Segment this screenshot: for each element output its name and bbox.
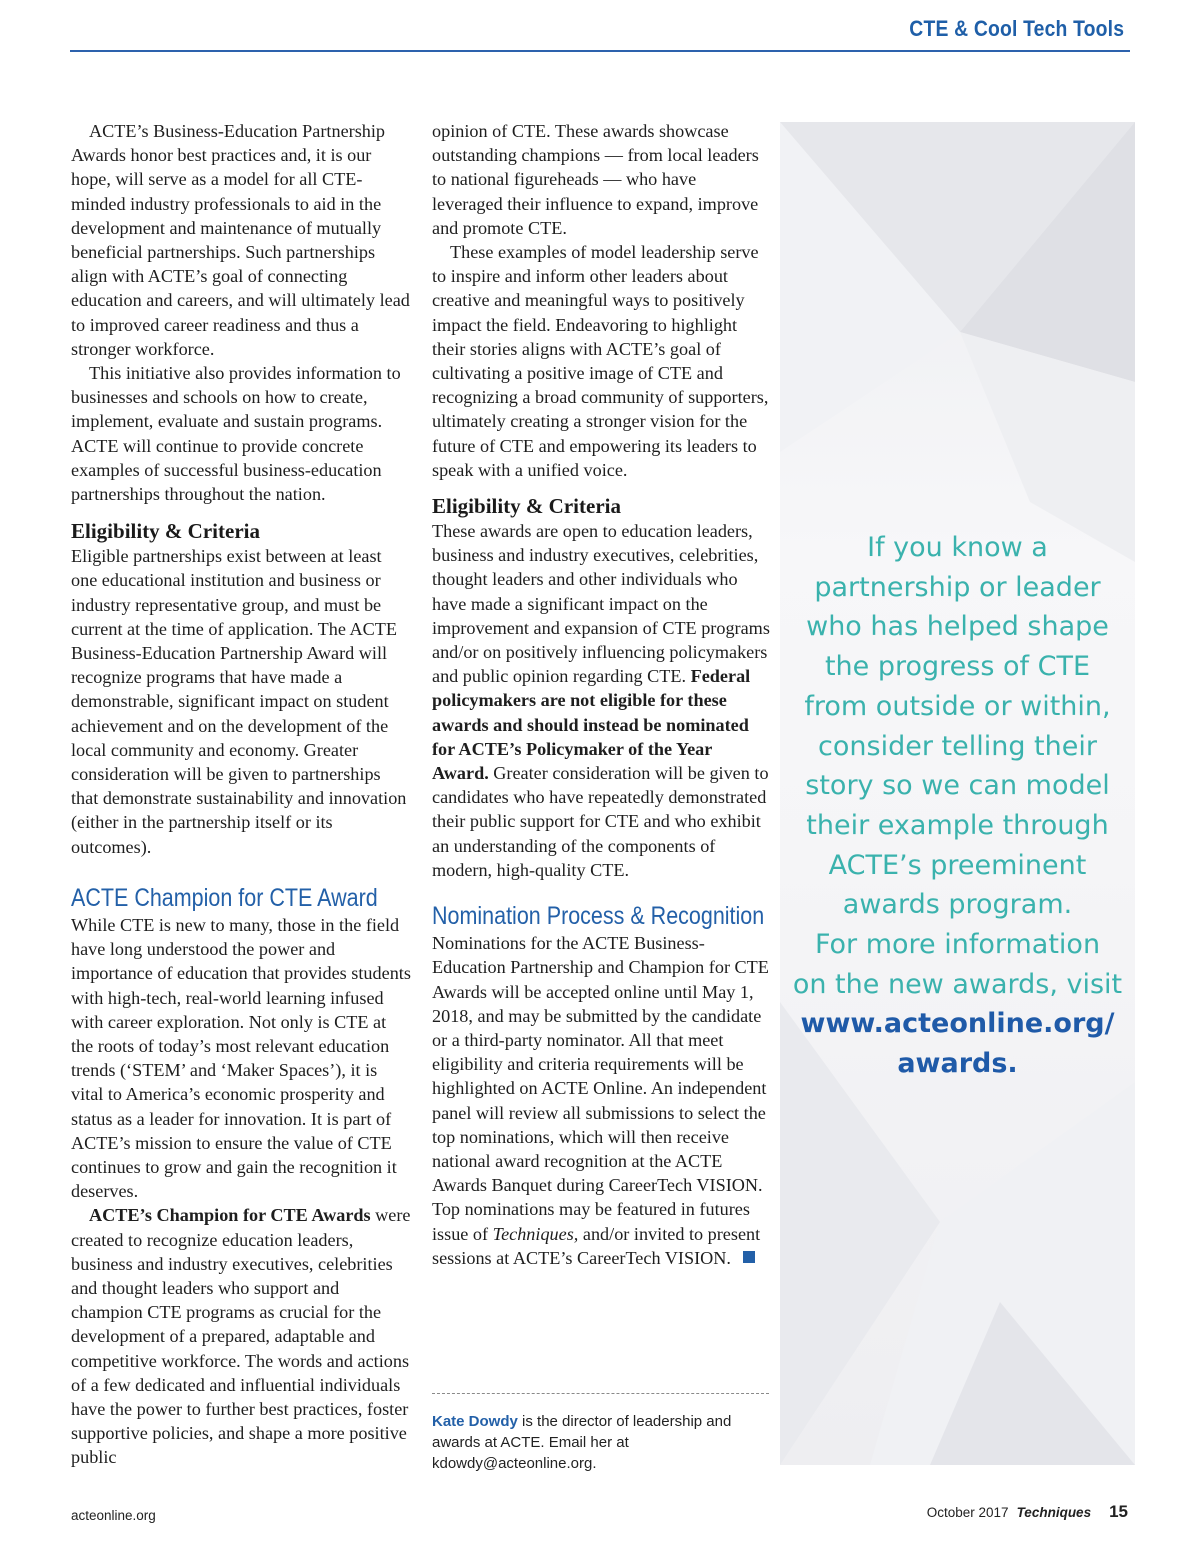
intro-paragraph-2: This initiative also provides information to businesses and schools on how to create, implement, evaluate and sustain programs. ACTE will continue to provide concrete examples of successful business-education partnerships throughout the nation. <box>71 363 401 505</box>
partnership-eligibility-text: Eligible partnerships exist between at least one educational institution and business or industry representative group, and must be current at the time of application. The ACTE Business-Education Partnership Award will recognize programs that have made a demonstrable, significant impact on student achievement and on the development of the local community and economy. Greater consideration will be given to partnerships that demonstrate sustainability and innovation (either in the partnership itself or its outcomes). <box>71 546 407 857</box>
continued-paragraph-2: These examples of model leadership serve to inspire and inform other leaders about creative and meaningful ways to positively impact the field. Endeavoring to highlight their stories aligns with ACTE’s goal of cultivating a positive image of CTE and recognizing a broad community of supporters, ultimately creating a stronger vision for the future of CTE and empowering its leaders to speak with a unified voice. <box>432 242 769 480</box>
callout-line: For more information <box>814 929 1101 961</box>
champion-paragraph-2 <box>71 1203 411 1469</box>
callout-line: on the new awards, visit <box>792 968 1123 1000</box>
champion-paragraph-1: While CTE is new to many, those in the field have long understood the power and importance of education that provides students with high-tech, real-world learning infused with career exploration. Not only is CTE at the roots of today’s most relevant education trends (‘STEM’ and ‘Maker Spaces’), it is vital to America’s economic prosperity and status as a leader for innovation. It is part of ACTE’s mission to ensure the value of CTE continues to grow and gain the recognition it deserves. <box>71 914 411 1202</box>
champion-eligibility-heading: Eligibility & Criteria <box>432 494 621 519</box>
sidebar-callout-box <box>780 122 1135 1465</box>
end-mark-icon <box>743 1251 755 1263</box>
eligibility-text-a: These awards are open to education leaders, business and industry executives, celebrities, thought leaders and other individuals who have made a significant impact on the improvement and expansion of CTE programs and/or on positively influencing policymakers and public opinion regarding CTE. <box>432 521 770 687</box>
callout-line: from outside or within, <box>804 690 1111 722</box>
section-title: CTE & Cool Tech Tools <box>909 16 1124 41</box>
awards-url-link[interactable]: awards. <box>897 1048 1018 1080</box>
callout-line: ACTE’s preeminent <box>828 849 1087 881</box>
callout-line: If you know a <box>867 532 1048 563</box>
partnership-eligibility-heading: Eligibility & Criteria <box>71 519 260 544</box>
author-bio-text: is the director of leadership and awards at ACTE. Email her at kdowdy@acteonline.org. <box>432 1413 732 1472</box>
callout-line: consider telling their <box>818 730 1097 762</box>
left-column <box>71 119 411 1470</box>
champion-awards-bold: ACTE’s Champion for CTE Awards <box>89 1205 371 1226</box>
callout-line: story so we can model <box>805 770 1110 802</box>
footer-issue-info <box>927 1502 1128 1522</box>
eligibility-text-c: Greater consideration will be given to candidates who have repeatedly demonstrated their public support for CTE and who exhibit an understanding of the components of modern, high-quality CTE. <box>432 763 769 880</box>
policymaker-exclusion-note: Federal policymakers are not eligible for these awards and should instead be nominated for ACTE’s Policymaker of the Year Award. <box>432 666 751 784</box>
nomination-text-b: and/or invited to present sessions at ACTE’s CareerTech VISION. <box>432 1223 761 1268</box>
champion-paragraph-2-text: were created to recognize education leaders, business and industry executives, celebrities and thought leaders who support and champion CTE programs as crucial for the development of a prepared, adaptable and competitive workforce. The words and actions of a few dedicated and influential individuals have the power to further best practices, foster supportive policies, and shape a more positive public <box>71 1205 411 1468</box>
magazine-title-italic: Techniques, <box>492 1223 579 1244</box>
callout-line: the progress of CTE <box>824 651 1091 683</box>
bio-divider <box>432 1393 769 1394</box>
champion-eligibility-text <box>432 519 770 882</box>
callout-line: partnership or leader <box>814 571 1101 603</box>
middle-column <box>432 119 770 1270</box>
callout-line: awards program. <box>842 889 1073 921</box>
intro-paragraph-1: ACTE’s Business-Education Partnership Awards honor best practices and, it is our hope, will serve as a model for all CTE-minded industry professionals to aid in the development and maintenance of mutually beneficial partnerships. Such partnerships align with ACTE’s goal of connecting education and careers, and will ultimately lead to improved career readiness and thus a stronger workforce. <box>71 121 410 359</box>
nomination-text-a: Nominations for the ACTE Business-Education Partnership and Champion for CTE Awards will be accepted online until May 1, 2018, and may be submitted by the candidate or a third-party nominator. All that meet eligibility and criteria requirements will be highlighted on ACTE Online. An independent panel will review all submissions to select the top nominations, which will then receive national award recognition at the ACTE Awards Banquet during CareerTech VISION. Top nominations may be featured in futures issue of <box>432 933 769 1244</box>
continued-paragraph-1: opinion of CTE. These awards showcase outstanding champions — from local leaders to national figureheads — who have leveraged their influence to expand, improve and promote CTE. <box>432 121 759 238</box>
awards-url-link[interactable]: www.acteonline.org/ <box>800 1008 1115 1040</box>
callout-line: who has helped shape <box>806 611 1109 643</box>
header-rule <box>70 50 1130 52</box>
footer-date: October 2017 <box>926 1505 1009 1520</box>
footer-magazine: Techniques <box>1016 1505 1092 1520</box>
nomination-process-text <box>432 931 770 1270</box>
author-bio <box>432 1411 752 1474</box>
champion-award-heading: ACTE Champion for CTE Award <box>71 883 378 912</box>
page-number: 15 <box>1109 1502 1128 1521</box>
nomination-process-heading: Nomination Process & Recognition <box>432 902 765 931</box>
callout-text <box>780 528 1135 1084</box>
callout-line: their example through <box>806 809 1109 841</box>
footer-site: acteonline.org <box>71 1508 156 1523</box>
author-name: Kate Dowdy <box>432 1413 518 1430</box>
